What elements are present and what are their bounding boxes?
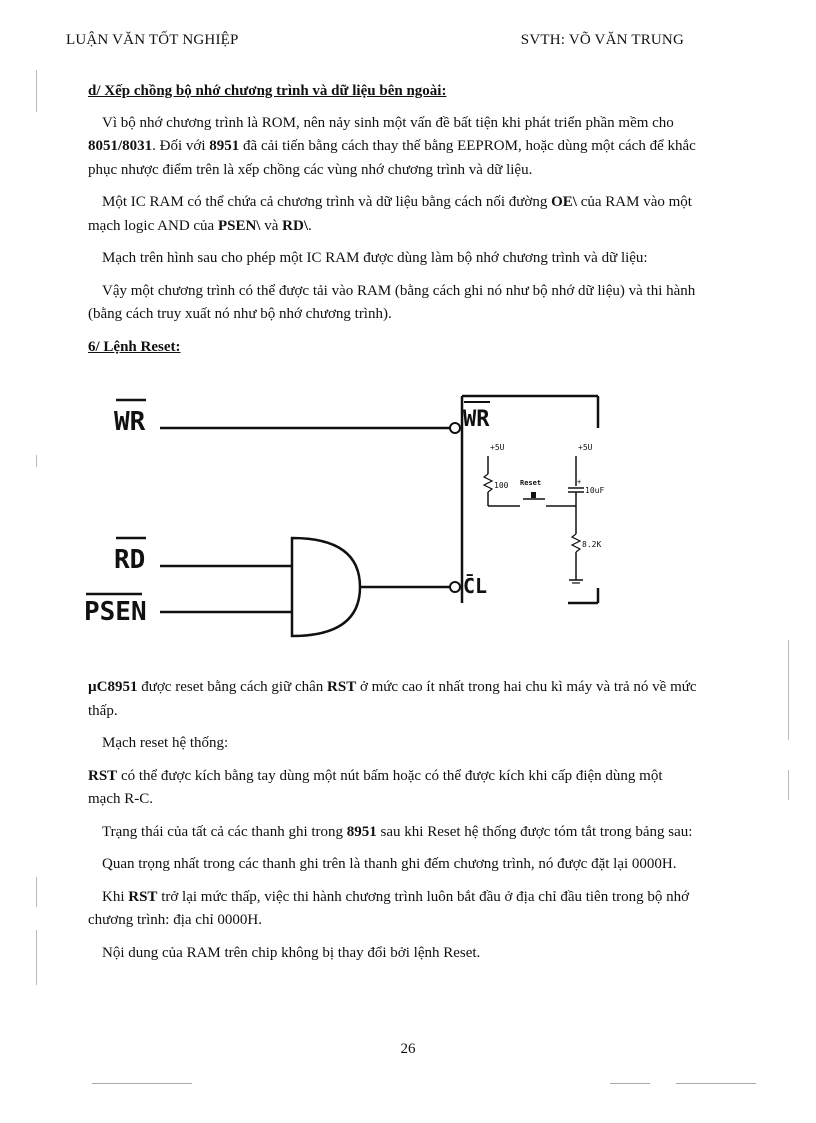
rd-label: RD bbox=[114, 545, 146, 575]
header-title-left: LUẬN VĂN TỐT NGHIỆP bbox=[66, 32, 239, 48]
margin-mark bbox=[36, 455, 37, 467]
chip-wr-label: WR bbox=[463, 407, 490, 432]
footer-scan-mark bbox=[92, 1083, 192, 1084]
reset-button-cap bbox=[531, 492, 536, 498]
section-d-paragraph-1: Vì bộ nhớ chương trình là ROM, nên nảy sinh một vấn đề bất tiện khi phát triển phần mềm cho 8051/8031. Đối với 8951 đã cải tiến bằng cách thay thế bằng EEPROM, hoặc dùng một cách để khắc phục nhược điểm trên là xếp chồng các vùng nhớ chương trình và dữ liệu. bbox=[88, 114, 696, 178]
section-d-paragraph-3: Mạch trên hình sau cho phép một IC RAM được dùng làm bộ nhớ chương trình và dữ liệu: bbox=[102, 250, 648, 266]
reset-paragraph-4: Trạng thái của tất cả các thanh ghi trong 8951 sau khi Reset hệ thống được tóm tắt trong bảng sau: bbox=[102, 823, 693, 840]
reset-section-text bbox=[88, 676, 698, 974]
wr-label: WR bbox=[114, 407, 146, 437]
footer-scan-mark bbox=[610, 1083, 650, 1084]
margin-mark bbox=[788, 640, 789, 740]
page-number: 26 bbox=[400, 1041, 416, 1057]
reset-paragraph-7: Nội dung của RAM trên chip không bị thay đổi bởi lệnh Reset. bbox=[102, 944, 481, 961]
resistor-100-label: 100 bbox=[494, 481, 509, 490]
margin-mark bbox=[36, 930, 37, 985]
capacitor-label: 10uF bbox=[585, 486, 605, 495]
reset-paragraph-3: RST có thể được kích bằng tay dùng một nút bấm hoặc có thể được kích khi cấp điện dùng một mạch R-C. bbox=[88, 767, 663, 807]
resistor-8k2 bbox=[572, 534, 580, 552]
resistor-8k2-label: 8.2K bbox=[582, 540, 602, 549]
section-d-paragraph-2: Một IC RAM có thể chứa cả chương trình và dữ liệu bằng cách nối đường OE\ của RAM vào một mạch logic AND của PSEN\ và RD\. bbox=[88, 194, 692, 234]
plus5v-left-label: +5U bbox=[490, 443, 505, 452]
footer-scan-mark bbox=[676, 1083, 756, 1084]
margin-mark bbox=[788, 770, 789, 800]
capacitor-plus-label: + bbox=[577, 478, 582, 486]
reset-paragraph-1: µC8951 được reset bằng cách giữ chân RST ở mức cao ít nhất trong hai chu kì máy và trả nó về mức thấp. bbox=[88, 679, 697, 719]
psen-label: PSEN bbox=[84, 597, 147, 627]
section-d bbox=[88, 80, 698, 359]
reset-circuit-diagram bbox=[80, 388, 620, 648]
ce-inverter-bubble bbox=[450, 582, 460, 592]
section-6-heading: 6/ Lệnh Reset: bbox=[88, 338, 181, 355]
reset-paragraph-6: Khi RST trở lại mức thấp, việc thi hành chương trình luôn bắt đầu ở địa chỉ đầu tiên trong bộ nhớ chương trình: địa chỉ 0000H. bbox=[88, 888, 690, 928]
margin-mark bbox=[36, 70, 37, 112]
chip-ce-label: C̄L bbox=[463, 574, 488, 598]
margin-mark bbox=[36, 877, 37, 907]
resistor-100 bbox=[484, 474, 492, 492]
reset-switch-label: Reset bbox=[520, 479, 542, 487]
reset-paragraph-5: Quan trọng nhất trong các thanh ghi trên là thanh ghi đếm chương trình, nó được đặt lại 0000H. bbox=[102, 856, 677, 872]
wr-inverter-bubble bbox=[450, 423, 460, 433]
reset-paragraph-2: Mạch reset hệ thống: bbox=[102, 735, 229, 751]
and-gate bbox=[292, 538, 360, 636]
section-d-paragraph-4: Vậy một chương trình có thể được tải vào RAM (bằng cách ghi nó như bộ nhớ dữ liệu) và thi hành (bằng cách truy xuất nó như bộ nhớ chương trình). bbox=[88, 282, 696, 322]
section-d-heading: d/ Xếp chồng bộ nhớ chương trình và dữ liệu bên ngoài: bbox=[88, 83, 447, 99]
plus5v-right-label: +5U bbox=[578, 443, 593, 452]
header-author-right: SVTH: VÕ VĂN TRUNG bbox=[520, 32, 684, 48]
